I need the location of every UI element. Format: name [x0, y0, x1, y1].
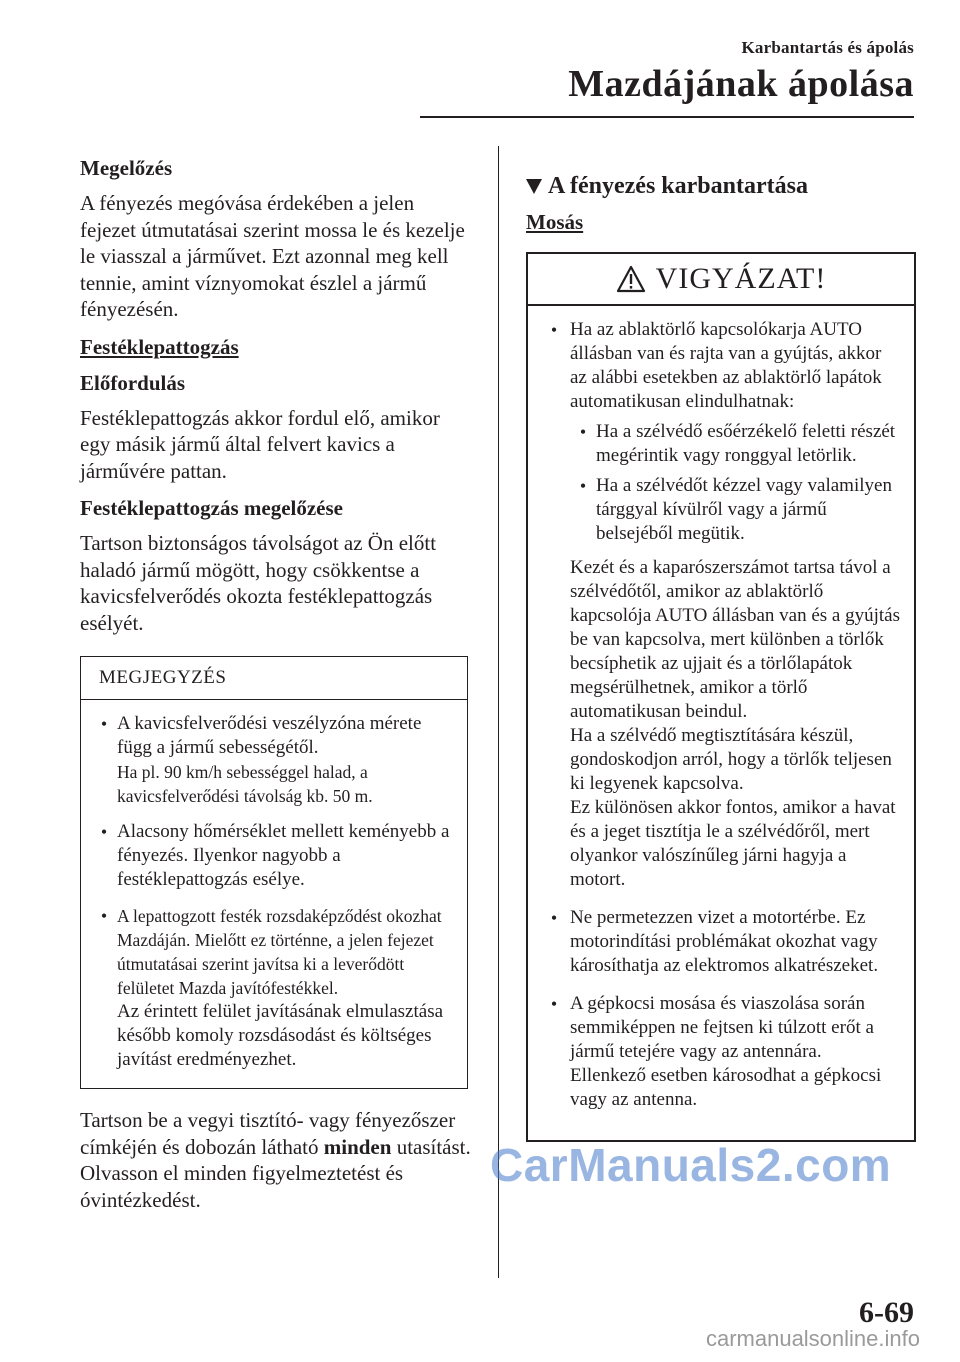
footer-url: carmanualsonline.info: [705, 1326, 920, 1351]
bullet-icon: •: [579, 421, 587, 442]
section-title: [526, 170, 918, 202]
warning-item-text: A gépkocsi mosása és viaszolása során semmiképpen ne fejtsen ki túlzott erőt a jármű tetejére vagy az antennára. Ellenkező esetben károsodhat a gépkocsi vagy az antenna.: [570, 992, 882, 1110]
occurrence-heading: Előfordulás: [80, 370, 186, 395]
washing-heading: Mosás: [526, 209, 584, 234]
bullet-icon: •: [100, 822, 108, 842]
warning-sub-item: [570, 420, 902, 468]
closing-before: Tartson be a vegyi tisztító- vagy fényezőszer címkéjén és dobozán látható: [80, 1108, 456, 1159]
warning-item-text: Ne permetezzen vizet a motortérbe. Ez motorindítási problémákat okozhat vagy károsíthatja az elektromos alkatrészeket.: [570, 906, 879, 976]
warning-body: [528, 306, 914, 1140]
prevention-text: A fényezés megóvása érdekében a jelen fejezet útmutatásai szerint mossa le és kezelje le viasszal a járművet. Ezt azonnal meg kell tennie, amint víznyomokat észlel a jármű fényezésén.: [80, 191, 465, 321]
closing-text: [80, 1107, 472, 1213]
note-item: [91, 712, 455, 808]
note-item-text: Az érintett felület javításának elmulasztása később komoly rozsdásodást és költséges javítást eredményezhet.: [117, 1001, 444, 1070]
note-item-small: A lepattogzott festék rozsdaképződést okozhat Mazdáján. Mielőtt ez történne, a jelen fejezet útmutatásai szerint javítsa ki a leverődött felületet Mazda javítófestékkel.: [117, 906, 442, 998]
note-item-text: Alacsony hőmérséklet mellett keményebb a fényezés. Ilyenkor nagyobb a festéklepattogzás esélye.: [117, 821, 450, 890]
page-number: 6-69: [859, 1296, 914, 1329]
section-title-text: A fényezés karbantartása: [548, 172, 808, 199]
right-column: [526, 150, 918, 1142]
bullet-icon: •: [100, 906, 108, 926]
warning-title: VIGYÁZAT!: [655, 261, 827, 295]
warning-item: [538, 318, 902, 892]
left-column: [80, 154, 472, 1223]
warning-item-text: Ha az ablaktörlő kapcsolókarja AUTO állásban van és rajta van a gyújtás, akkor az alábbi esetekben az ablaktörlő lapátok automatikusan elindulhatnak:: [570, 318, 882, 412]
note-item-text: A kavicsfelverődési veszélyzóna mérete függ a jármű sebességétől.: [117, 713, 422, 758]
warning-sub-item-text: Ha a szélvédő esőérzékelő feletti részét megérintik vagy ronggyal letörlik.: [596, 420, 896, 466]
closing-bold: minden: [323, 1134, 392, 1159]
warning-box: [526, 252, 916, 1142]
chip-prevention-text: Tartson biztonságos távolságot az Ön előtt haladó jármű mögött, hogy csökkentse a kavicsfelverődés okozta festéklepattogzás esélyét.: [80, 531, 437, 635]
warning-paragraph: Kezét és a kaparószerszámot tartsa távol a szélvédőtől, amikor az ablaktörlő kapcsolója AUTO állásban van és a gyújtás be van kapcsolva, mert különben a törlők becsíphetik az ujjait és a törlőlapátok megsérülhetnek, amikor a törlő automatikusan beindul.: [570, 556, 900, 722]
header-section: Karbantartás és ápolás: [741, 38, 914, 57]
note-item: [91, 904, 455, 1072]
chip-prevention-heading: Festéklepattogzás megelőzése: [80, 496, 343, 520]
note-item-small: Ha pl. 90 km/h sebességgel halad, a kavicsfelverődési távolság kb. 50 m.: [117, 762, 373, 806]
warning-item: [538, 906, 902, 978]
page-title: Mazdájának ápolása: [568, 63, 914, 105]
warning-item: [538, 992, 902, 1112]
note-body: [81, 700, 467, 1088]
chipping-heading: Festéklepattogzás: [80, 334, 239, 359]
occurrence-text: Festéklepattogzás akkor fordul elő, amikor egy másik jármű által felvert kavics a járművére pattan.: [80, 405, 440, 483]
note-item: [91, 820, 455, 892]
prevention-heading: Megelőzés: [80, 156, 173, 180]
note-title: MEGJEGYZÉS: [81, 657, 467, 700]
bullet-icon: •: [579, 475, 587, 496]
bullet-icon: •: [100, 714, 108, 734]
header-rule: [420, 116, 914, 118]
warning-header: [528, 254, 914, 306]
bullet-icon: •: [550, 993, 558, 1014]
bullet-icon: •: [550, 319, 558, 340]
watermark: CarManuals2.com: [490, 1139, 892, 1191]
warning-sub-item: [570, 474, 902, 546]
warning-paragraph: Ha a szélvédő megtisztítására készül, gondoskodjon arról, hogy a törlők teljesen ki legyenek kapcsolva.: [570, 724, 892, 794]
column-divider: [498, 146, 499, 1278]
down-triangle-icon: [526, 179, 542, 194]
warning-triangle-icon: [616, 265, 646, 293]
note-box: [80, 656, 468, 1089]
warning-sub-item-text: Ha a szélvédőt kézzel vagy valamilyen tárggyal kívülről vagy a jármű belsejéből megütik.: [596, 474, 892, 544]
closing-after: utasítást. Olvasson el minden figyelmeztetést és óvintézkedést.: [80, 1134, 471, 1212]
bullet-icon: •: [550, 907, 558, 928]
warning-paragraph: Ez különösen akkor fontos, amikor a havat és a jeget tisztítja le a szélvédőről, mert olyankor valószínűleg járni hagyja a motort.: [570, 796, 896, 890]
